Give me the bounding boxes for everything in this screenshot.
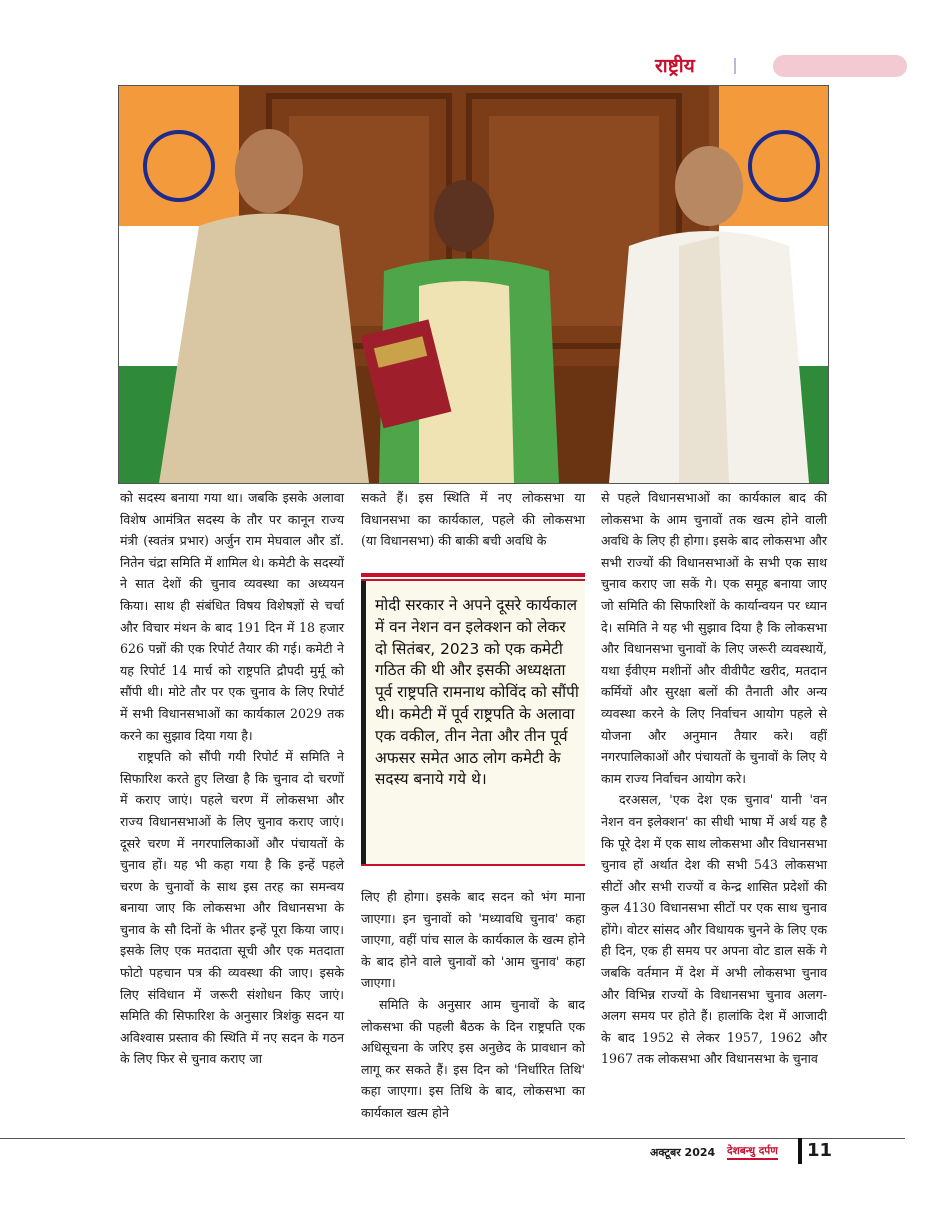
- footer-rule: [0, 1138, 905, 1139]
- paragraph: लिए ही होगा। इसके बाद सदन को भंग माना जाएगा। इन चुनावों को 'मध्यावधि चुनाव' कहा जाएगा, वहीं पांच साल के कार्यकाल के खत्म होने के बाद होने वाले चुनावों को 'आम चुनाव' कहा जाएगा।: [361, 889, 585, 991]
- article-column-2-top: [361, 487, 585, 552]
- paragraph: को सदस्य बनाया गया था। जबकि इसके अलावा विशेष आमंत्रित सदस्य के तौर पर कानून राज्य मंत्री (स्वतंत्र प्रभार) अर्जुन राम मेघवाल और डॉ. नितेन चंद्रा समिति में शामिल थे। कमेटी के सदस्यों ने सात देशों की चुनाव व्यवस्था का अध्ययन किया। साथ ही संबंधित विषय विशेषज्ञों से चर्चा और विचार मंथन के बाद 191 दिन में 18 हजार 626 पन्नों की एक रिपोर्ट तैयार की गई। कमेटी ने यह रिपोर्ट 14 मार्च को राष्ट्रपति द्रौपदी मुर्मू को सौंपी थी। मोटे तौर पर एक चुनाव के लिए रिपोर्ट में सभी विधानसभाओं का कार्यकाल 2029 तक करने का सुझाव दिया गया है।: [120, 490, 344, 743]
- paragraph: से पहले विधानसभाओं का कार्यकाल बाद की लोकसभा के आम चुनावों तक खत्म होने वाली अवधि के लिए ही होगा। इसके बाद लोकसभा और सभी राज्यों की विधानसभाओं के सभी एक साथ चुनाव कराए जा सकें गे। एक समूह बनाया जाए जो समिति की सिफारिशों के कार्यान्वयन पर ध्यान दे। समिति ने यह भी सुझाव दिया है कि लोकसभा और विधानसभा चुनावों के लिए जरूरी व्यवस्थायें, यथा ईवीएम मशीनों और वीवीपैट खरीद, मतदान कर्मियों और सुरक्षा बलों की तैनाती और अन्य व्यवस्था करने के लिए निर्वाचन आयोग पहले से योजना और अनुमान तैयार करे। वहीं नगरपालिकाओं और पंचायतों के चुनावों के लिए ये काम राज्य निर्वाचन आयोग करे।: [601, 490, 827, 786]
- article-column-2-bottom: [361, 886, 585, 1124]
- issue-date: अक्टूबर 2024: [650, 1146, 716, 1159]
- header-decoration: [773, 55, 907, 77]
- article-column-1: [120, 487, 344, 1070]
- article-column-3: [601, 487, 827, 1070]
- section-title: राष्ट्रीय: [655, 55, 695, 77]
- paragraph: दरअसल, 'एक देश एक चुनाव' यानी 'वन नेशन वन इलेक्शन' का सीधी भाषा में अर्थ यह है कि पूरे देश में एक साथ लोकसभा और विधानसभा चुनाव हों अर्थात देश की सभी 543 लोकसभा सीटों और सभी राज्यों व केन्द्र शासित प्रदेशों की कुल 4130 विधानसभा सीटों पर एक साथ चुनाव होंगे। वोटर सांसद और विधायक चुनने के लिए एक ही दिन, एक ही समय पर अपना वोट डाल सकें गे जबकि वर्तमान में देश में अभी लोकसभा चुनाव और विभिन्न राज्यों के विधानसभा चुनाव अलग-अलग समय पर होते हैं। हालांकि देश में आजादी के बाद 1952 से लेकर 1957, 1962 और 1967 तक लोकसभा और विधानसभा के चुनाव: [601, 792, 827, 1067]
- paragraph: समिति के अनुसार आम चुनावों के बाद लोकसभा की पहली बैठक के दिन राष्ट्रपति एक अधिसूचना के जरिए इस अनुछेद के प्रावधान को लागू कर सकते हैं। इस दिन को 'निर्धारित तिथि' कहा जाएगा। इस तिथि के बाद, लोकसभा का कार्यकाल खत्म होने: [361, 996, 585, 1120]
- page-number: 11: [807, 1140, 833, 1161]
- quote-rule-top-thin: [361, 579, 585, 581]
- header-divider: [734, 58, 736, 74]
- magazine-logo: देशबन्धु दर्पण: [727, 1144, 778, 1160]
- pull-quote-box: [361, 573, 585, 866]
- quote-rule-top: [361, 573, 585, 577]
- paragraph: सकते हैं। इस स्थिति में नए लोकसभा या विधानसभा का कार्यकाल, पहले की लोकसभा (या विधानसभा) की बाकी बची अवधि के: [361, 490, 585, 549]
- quote-rule-bottom: [361, 864, 585, 866]
- pull-quote-text: मोदी सरकार ने अपने दूसरे कार्यकाल में वन नेशन वन इलेक्शन को लेकर दो सितंबर, 2023 को एक कमेटी गठित की थी और इसकी अध्यक्षता पूर्व राष्ट्रपति रामनाथ कोविंद को सौंपी थी। कमेटी में पूर्व राष्ट्रपति के अलावा एक वकील, तीन नेता और तीन पूर्व अफसर समेत आठ लोग कमेटी के सदस्य बनाये गये थे।: [375, 596, 579, 789]
- quote-side-bar: [361, 581, 366, 866]
- article-photo: [118, 85, 829, 484]
- paragraph: राष्ट्रपति को सौंपी गयी रिपोर्ट में समिति ने सिफारिश करते हुए लिखा है कि चुनाव दो चरणों में कराए जाएं। पहले चरण में लोकसभा और राज्य विधानसभाओं के लिए चुनाव कराए जाएं। दूसरे चरण में नगरपालिकाओं और पंचायतों के चुनाव हों। यह भी कहा गया है कि इन्हें पहले चरण के चुनावों के साथ इस तरह का समन्वय बनाया जाए कि लोकसभा और विधानसभा के चुनाव के सौ दिनों के भीतर इन्हें पूरा किया जाए। इसके लिए एक मतदाता सूची और एक मतदाता फोटो पहचान पत्र की व्यवस्था की जाए। इसके लिए संविधान में जरूरी संशोधन किए जाएं। समिति की सिफारिश के अनुसार त्रिशंकु सदन या अविश्वास प्रस्ताव की स्थिति में नए सदन के गठन के लिए फिर से चुनाव कराए जा: [120, 749, 344, 1067]
- footer-divider: [798, 1138, 802, 1164]
